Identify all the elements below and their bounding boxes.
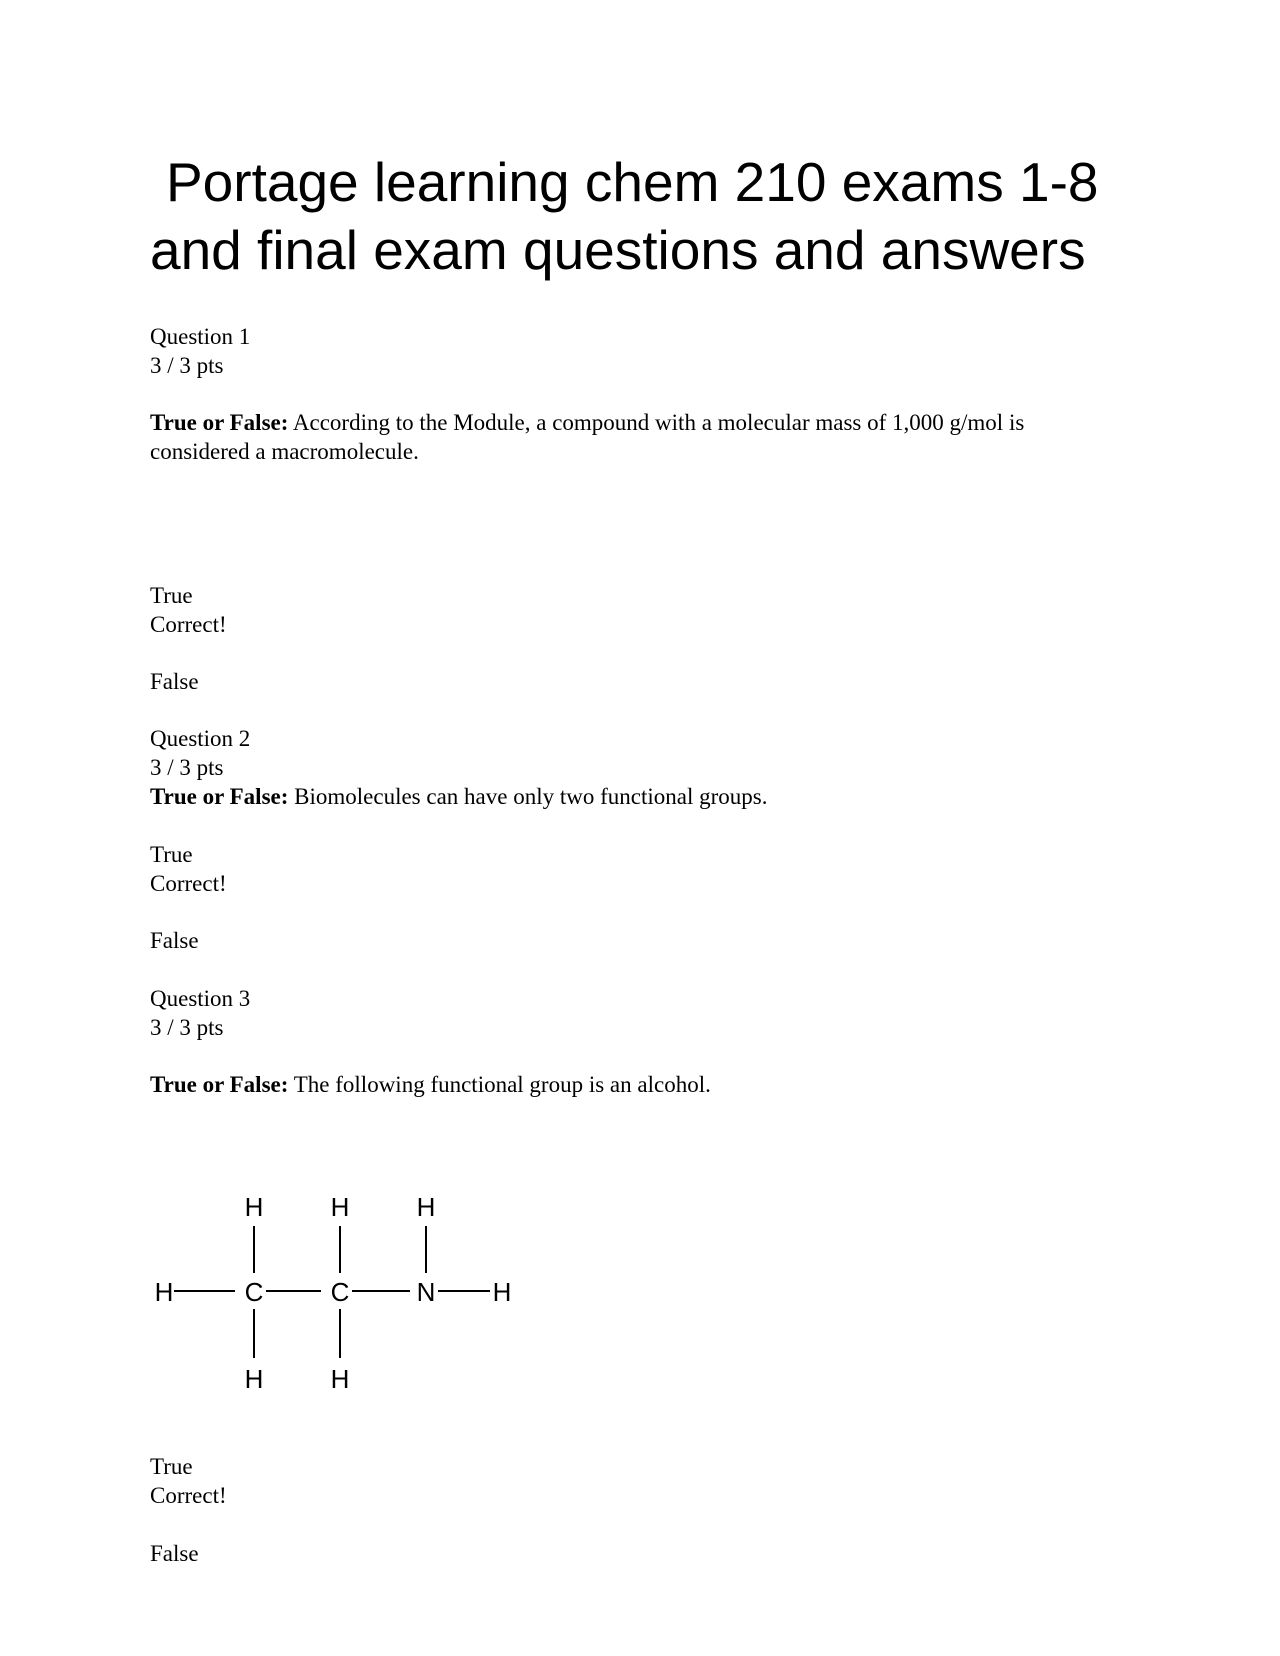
question-1-option-false: False (150, 669, 199, 694)
atom-h-left: H (154, 1277, 174, 1307)
question-3-option-true: True (150, 1454, 193, 1479)
question-3-option-false: False (150, 1541, 199, 1566)
question-1-points: 3 / 3 pts (150, 353, 224, 378)
atom-h-c2-top: H (330, 1192, 350, 1222)
atom-h-n-top: H (416, 1192, 436, 1222)
question-1-option-true: True (150, 583, 193, 608)
atom-h-c2-bottom: H (330, 1364, 350, 1394)
question-2-label: Question 2 (150, 726, 251, 751)
question-1-prompt-prefix: True or False: (150, 410, 289, 435)
title-line-2: and final exam questions and answers (150, 219, 1086, 281)
question-2-feedback: Correct! (150, 871, 227, 896)
atom-c2: C (330, 1277, 350, 1307)
question-2-option-false: False (150, 928, 199, 953)
question-2-prompt-prefix: True or False: (150, 784, 289, 809)
question-2-option-true: True (150, 842, 193, 867)
question-3-prompt-prefix: True or False: (150, 1072, 289, 1097)
question-3-prompt-text: The following functional group is an alcohol. (288, 1072, 711, 1097)
question-3-points: 3 / 3 pts (150, 1015, 224, 1040)
question-1-feedback: Correct! (150, 612, 227, 637)
ethylamine-structure-diagram (150, 1180, 530, 1400)
question-3-feedback: Correct! (150, 1483, 227, 1508)
question-2-prompt (150, 782, 767, 811)
atom-h-c1-bottom: H (244, 1364, 264, 1394)
atom-labels (155, 1192, 512, 1394)
atom-c1: C (244, 1277, 264, 1307)
atom-h-right: H (492, 1277, 512, 1307)
page-title (150, 148, 1150, 284)
title-line-1: Portage learning chem 210 exams 1-8 (166, 151, 1099, 213)
question-3-prompt (150, 1070, 711, 1099)
atom-h-c1-top: H (244, 1192, 264, 1222)
question-1-prompt (150, 408, 1110, 466)
question-2-points: 3 / 3 pts (150, 755, 224, 780)
question-1-label: Question 1 (150, 324, 251, 349)
question-2-prompt-text: Biomolecules can have only two functional groups. (288, 784, 768, 809)
question-3-label: Question 3 (150, 986, 251, 1011)
atom-n: N (416, 1277, 436, 1307)
question-1-prompt-text: According to the Module, a compound with a molecular mass of 1,000 g/mol is considered a macromolecule. (150, 410, 1025, 464)
